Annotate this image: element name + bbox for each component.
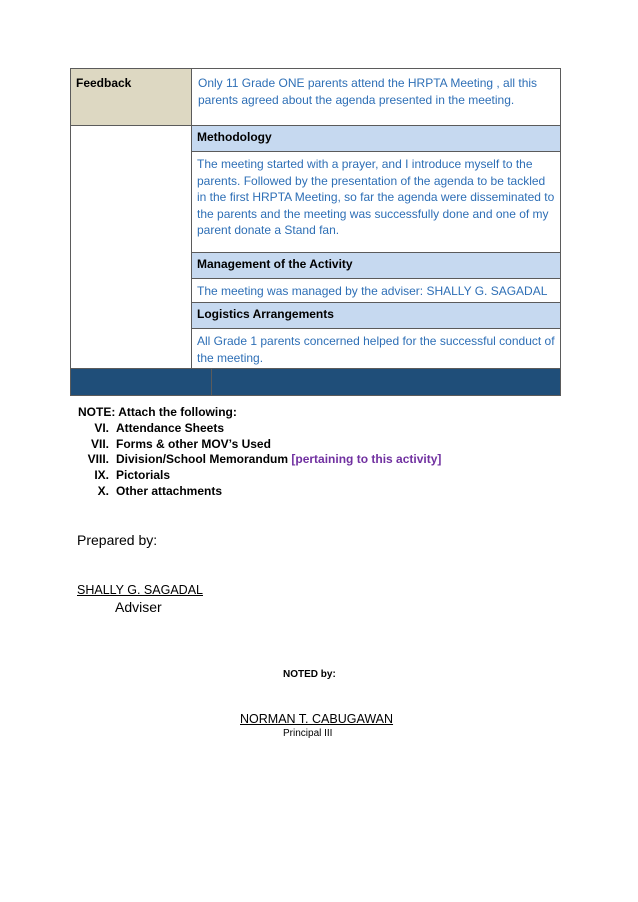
principal-role: Principal III	[283, 728, 333, 739]
note-heading: NOTE: Attach the following:	[78, 405, 237, 419]
list-item-text: Division/School Memorandum	[116, 452, 289, 467]
list-item-number: VI.	[94, 420, 109, 435]
preparer-name: SHALLY G. SAGADAL	[77, 583, 203, 597]
methodology-heading-cell	[192, 126, 561, 152]
list-item-text: Forms & other MOV’s Used	[116, 436, 271, 451]
activity-report-table	[70, 68, 561, 396]
list-item-number: VII.	[90, 436, 109, 451]
logistics-heading-cell	[192, 303, 561, 329]
logistics-text-cell	[192, 329, 561, 369]
list-item-text: Other attachments	[116, 483, 223, 498]
feedback-label: Feedback	[76, 76, 132, 90]
list-item	[78, 421, 441, 437]
list-item	[78, 437, 441, 453]
footer-band-left	[71, 369, 212, 396]
left-blank-cell	[71, 126, 192, 369]
list-item-number: IX.	[94, 468, 109, 483]
attachments-list	[78, 421, 441, 500]
management-text-cell	[192, 279, 561, 303]
list-item	[78, 484, 441, 500]
list-item-number: X.	[97, 483, 109, 498]
list-item-note: [pertaining to this activity]	[291, 452, 442, 467]
list-item-number: VIII.	[87, 452, 109, 467]
preparer-role: Adviser	[115, 599, 162, 615]
feedback-text: Only 11 Grade ONE parents attend the HRPTA Meeting , all this parents agreed about the agenda presented in the meeting.	[198, 76, 538, 107]
methodology-text-cell	[192, 152, 561, 253]
management-heading-cell	[192, 253, 561, 279]
list-item	[78, 468, 441, 484]
feedback-label-cell	[71, 69, 192, 126]
logistics-heading: Logistics Arrangements	[197, 307, 334, 321]
methodology-heading: Methodology	[197, 130, 272, 144]
footer-band-right	[212, 369, 561, 396]
principal-name: NORMAN T. CABUGAWAN	[240, 712, 394, 726]
management-text: The meeting was managed by the adviser: SHALLY G. SAGADAL	[197, 284, 548, 298]
feedback-text-cell	[192, 69, 561, 126]
methodology-text: The meeting started with a prayer, and I introduce myself to the parents. Followed by the presentation of the agenda to be tackled in the first HRPTA Meeting, so far the agenda were disseminated to the parents and the meeting was successfully done and one of my parent donate a Stand fan.	[197, 157, 555, 237]
attachments-note	[78, 405, 441, 500]
noted-by-label: NOTED by:	[283, 669, 336, 680]
management-heading: Management of the Activity	[197, 257, 353, 271]
list-item-text: Pictorials	[116, 468, 171, 483]
logistics-text: All Grade 1 parents concerned helped for the successful conduct of the meeting.	[197, 334, 555, 365]
prepared-by-label: Prepared by:	[77, 532, 158, 548]
list-item	[78, 452, 441, 468]
list-item-text: Attendance Sheets	[116, 420, 225, 435]
